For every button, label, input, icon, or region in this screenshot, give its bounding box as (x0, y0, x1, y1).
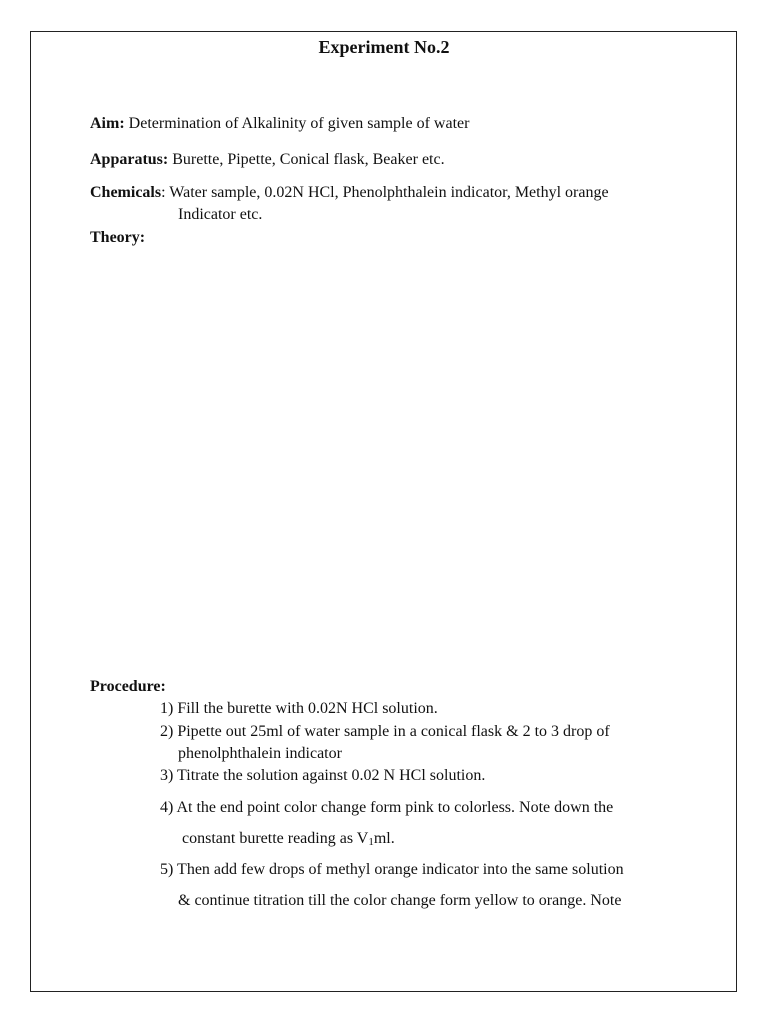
procedure-step-2: 2) Pipette out 25ml of water sample in a conical flask & 2 to 3 drop of (160, 723, 610, 740)
apparatus-line (90, 150, 445, 170)
procedure-step-1: 1) Fill the burette with 0.02N HCl solution. (160, 700, 438, 717)
apparatus-label: Apparatus: (90, 151, 169, 168)
procedure-step-3: 3) Titrate the solution against 0.02 N HCl solution. (160, 767, 486, 784)
aim-line (90, 114, 469, 134)
chemicals-line (90, 183, 609, 203)
chemicals-text: : Water sample, 0.02N HCl, Phenolphthalein indicator, Methyl orange (161, 184, 609, 201)
step4-pre: constant burette reading as V (182, 830, 369, 847)
procedure-step-2-cont: phenolphthalein indicator (178, 745, 342, 762)
apparatus-text: Burette, Pipette, Conical flask, Beaker etc. (168, 151, 445, 168)
theory-label: Theory: (90, 229, 146, 246)
procedure-step-4: 4) At the end point color change form pink to colorless. Note down the (160, 799, 614, 816)
step4-post: ml. (373, 830, 395, 847)
procedure-step-5: 5) Then add few drops of methyl orange indicator into the same solution (160, 861, 624, 878)
chemicals-label: Chemicals (90, 184, 162, 201)
page-title: Experiment No.2 (318, 37, 450, 57)
procedure-label: Procedure: (90, 678, 166, 695)
procedure-step-5-cont: & continue titration till the color change form yellow to orange. Note (178, 892, 622, 909)
aim-label: Aim: (90, 115, 125, 132)
step4-subscript: 1 (368, 836, 374, 848)
aim-text: Determination of Alkalinity of given sample of water (124, 115, 470, 132)
procedure-step-4-cont (182, 829, 395, 852)
chemicals-continuation: Indicator etc. (178, 206, 263, 223)
